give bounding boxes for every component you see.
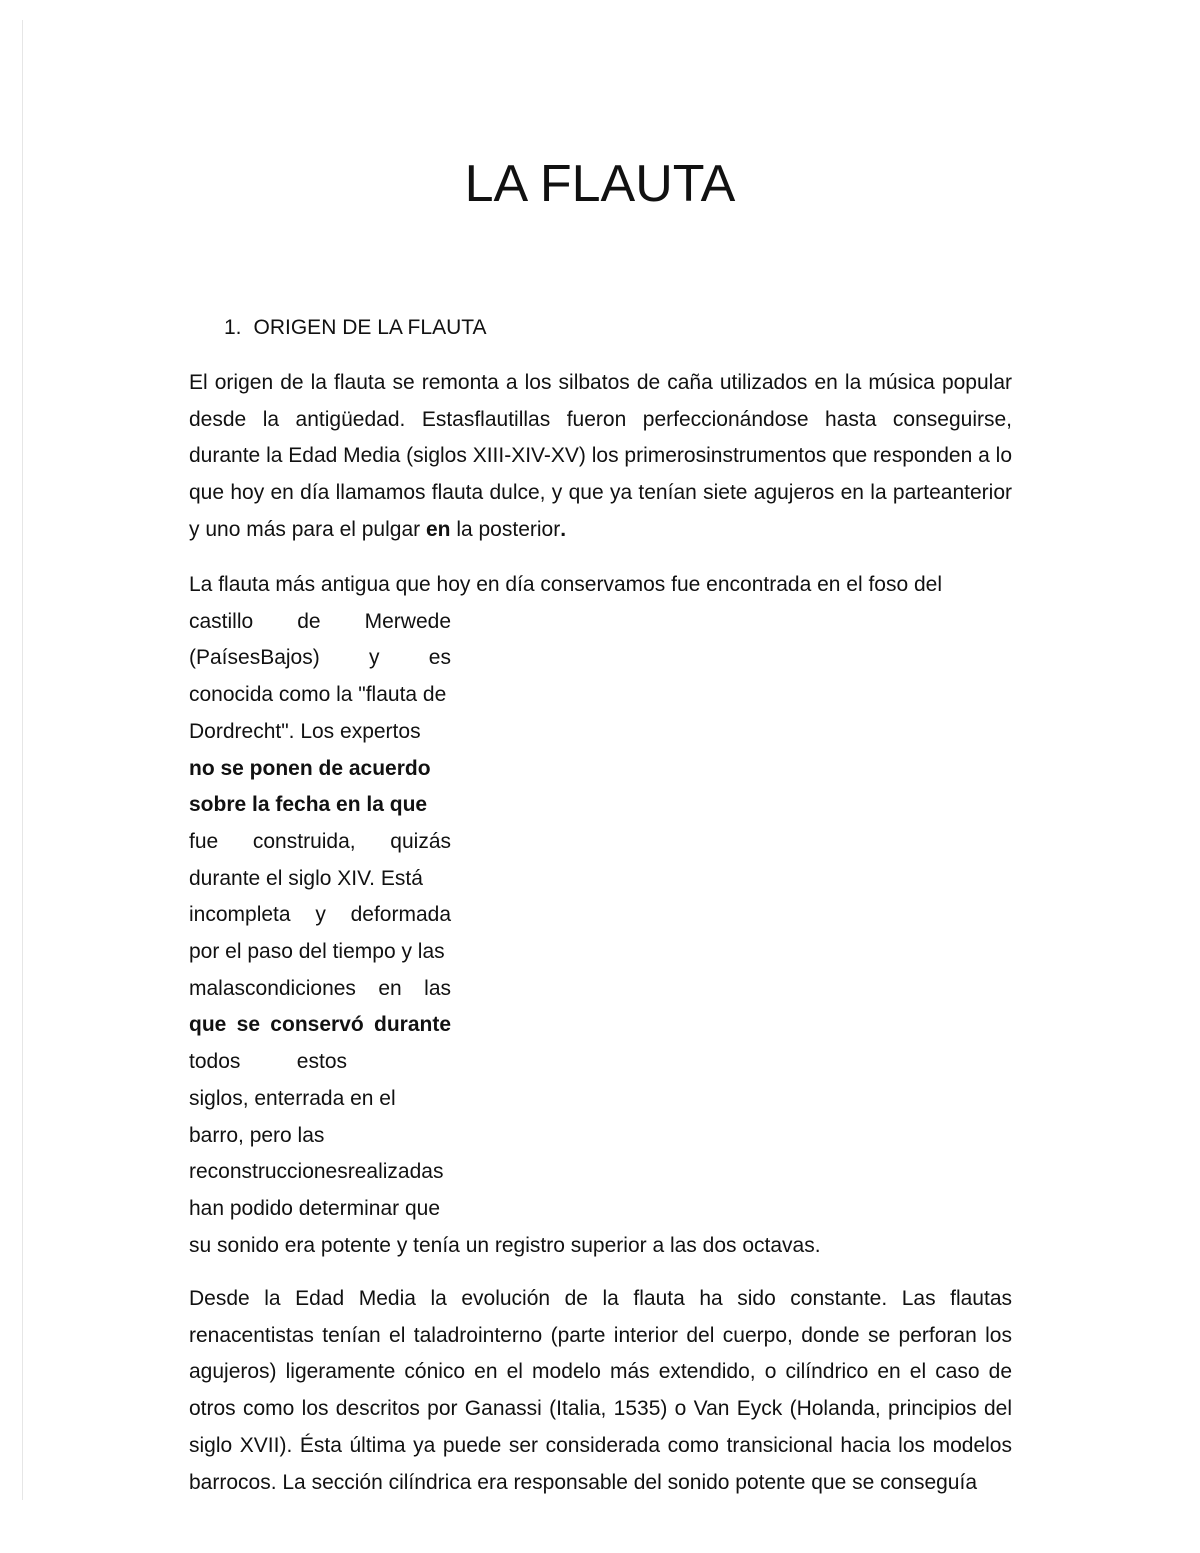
paragraph-origin <box>189 365 1012 549</box>
paragraph-origin-text-a: El origen de la flauta se remonta a los silbatos de caña utilizados en la música popular desde la antigüedad. Estasflautillas fueron perfeccionándose hasta conseguirse, durante la Edad Media (siglos XIII-XIV-XV) los primerosinstrumentos que responden a lo que hoy en día llamamos flauta dulce, y que ya tenían siete agujeros en la parteanterior y uno más para el pulgar <box>189 371 1012 541</box>
paragraph-origin-bold-end: . <box>560 517 567 541</box>
section-number: 1. <box>224 316 242 339</box>
text-line: castillo de Merwede <box>189 609 451 633</box>
document-title: LA FLAUTA <box>464 155 736 213</box>
paragraph-dordrecht-first-line: La flauta más antigua que hoy en día conservamos fue encontrada en el foso del <box>189 573 943 596</box>
text-line: malascondiciones en las <box>189 976 451 1000</box>
page-edge-line <box>22 20 23 1500</box>
paragraph-origin-bold-word: en <box>425 517 451 541</box>
paragraph-evolution: Desde la Edad Media la evolución de la flauta ha sido constante. Las flautas renacentistas tenían el taladrointerno (parte interior del cuerpo, donde se perforan los agujeros) ligeramente cónico en el modelo más extendido, o cilíndrico en el caso de otros como los descritos por Ganassi (Italia, 1535) o Van Eyck (Holanda, principios del siglo XVII). Ésta última ya puede ser considerada como transicional hacia los modelos barrocos. La sección cilíndrica era responsable del sonido potente que se conseguía <box>189 1287 1012 1494</box>
text-line: incompleta y deformada <box>189 903 451 927</box>
text-line: barro, pero las <box>189 1123 325 1147</box>
section-heading-text: ORIGEN DE LA FLAUTA <box>253 316 487 339</box>
text-line: reconstruccionesrealizadas <box>189 1160 444 1184</box>
text-line: conocida como la "flauta de <box>189 683 447 707</box>
text-line: por el paso del tiempo y las <box>189 940 445 964</box>
paragraph-dordrecht <box>189 567 1012 1264</box>
text-line: han podido determinar que <box>189 1196 441 1220</box>
text-line: durante el siglo XIV. Está <box>189 866 423 890</box>
text-line: fue construida, quizás <box>189 829 451 853</box>
text-line-bold: sobre la fecha en la que <box>189 793 428 817</box>
text-line: todos estos <box>189 1050 347 1074</box>
paragraph-origin-text-b: la posterior <box>450 517 561 541</box>
text-line: Dordrecht". Los expertos <box>189 719 421 743</box>
text-line: (PaísesBajos) y es <box>189 646 451 670</box>
section-heading <box>224 314 487 342</box>
paragraph-dordrecht-last-line: su sonido era potente y tenía un registro superior a las dos octavas. <box>189 1233 821 1257</box>
text-line: siglos, enterrada en el <box>189 1086 396 1110</box>
text-line-bold: que se conservó durante <box>189 1013 451 1037</box>
text-line-bold: no se ponen de acuerdo <box>189 756 431 780</box>
